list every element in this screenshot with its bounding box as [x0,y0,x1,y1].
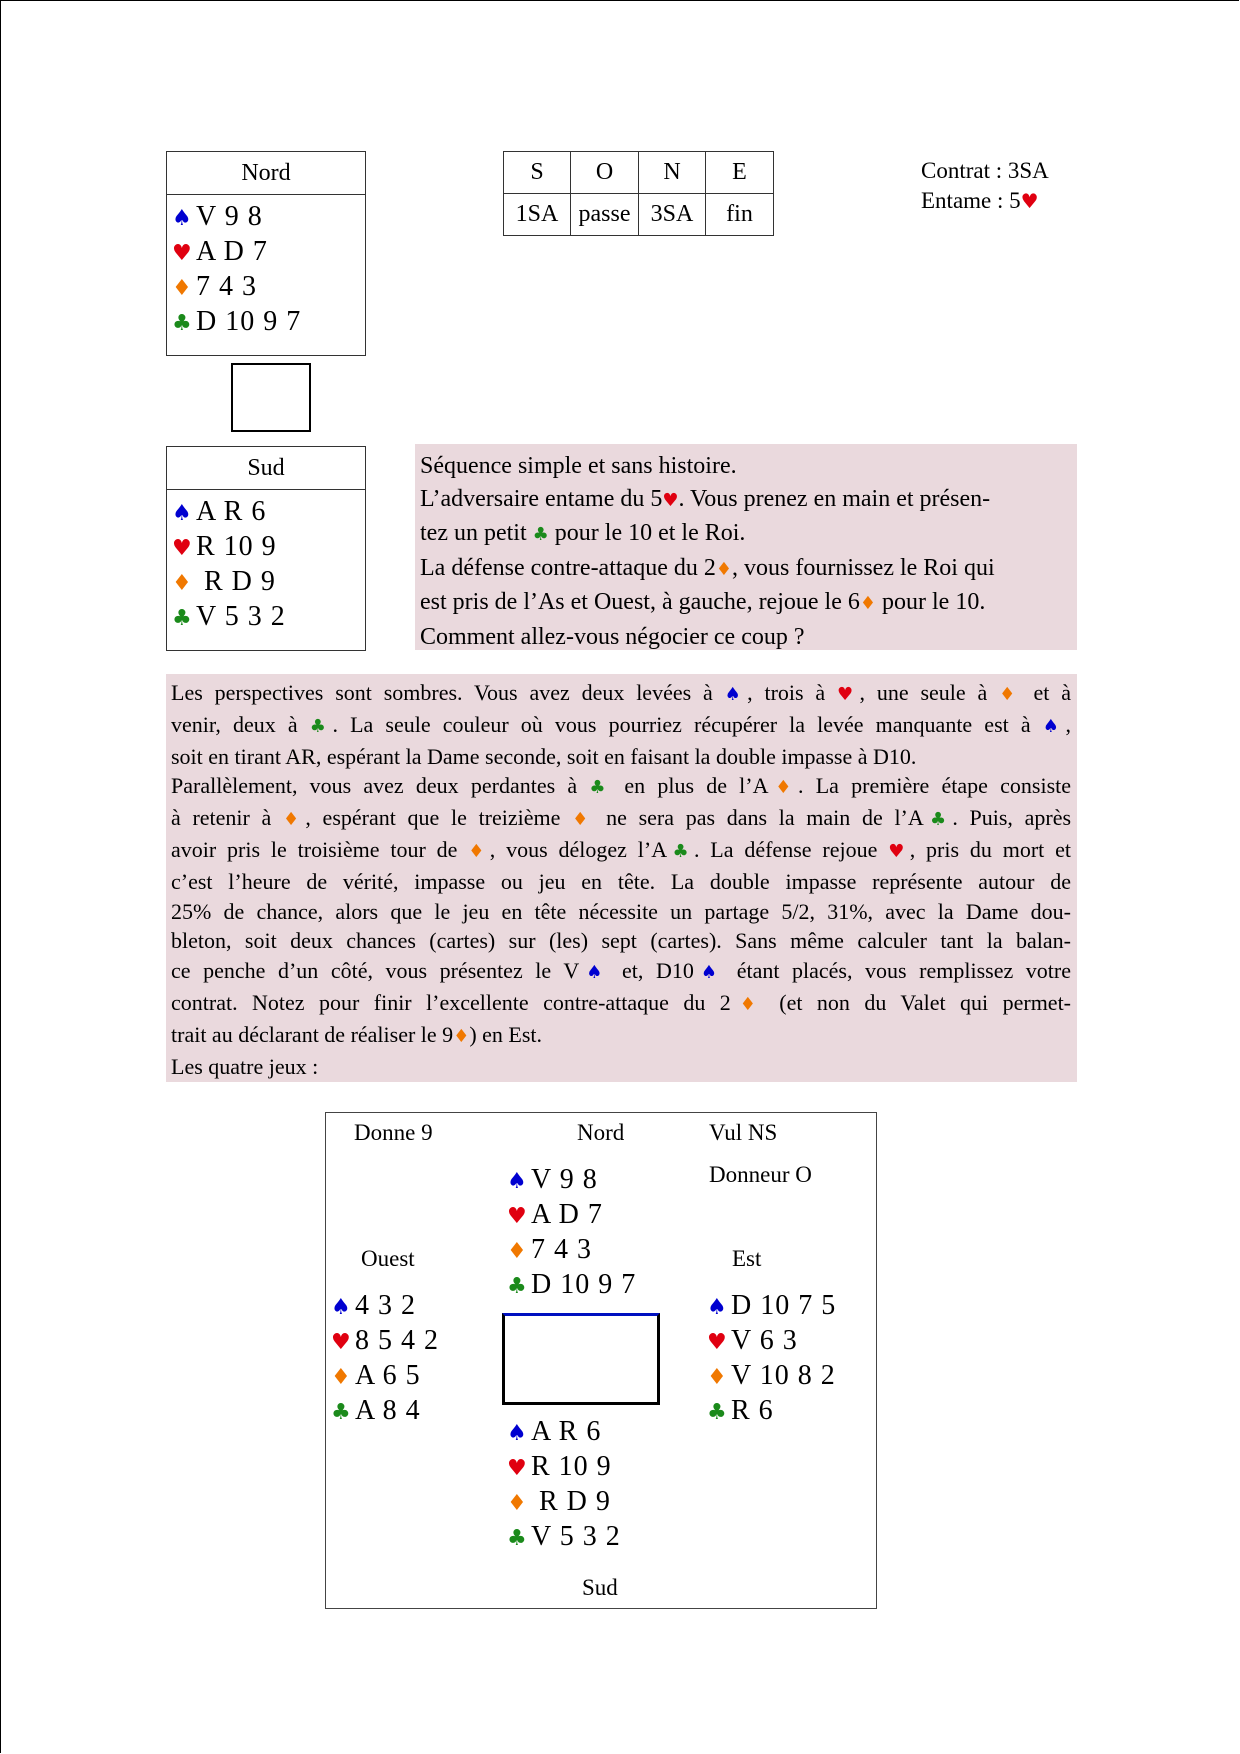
diamond-icon: ♦ [572,809,595,831]
bidding-table [503,151,774,236]
answer-line: c’est l’heure de vérité, impasse ou jeu en tête. La double impasse représente autour de [171,868,1071,894]
club-icon: ♣ [667,840,694,862]
answer-line: 25% de chance, alors que le jeu en tête nécessite un partage 5/2, 31%, avec la Dame dou- [171,898,1071,924]
diamond-icon: ♦ [453,1025,470,1047]
deal-east-hearts: V 6 3 [731,1325,798,1356]
deal-west-spades-line [331,1288,439,1323]
south-spades-line [172,494,365,529]
deal-west-hand [331,1288,439,1428]
south-clubs-line [172,599,365,634]
deal-east-hearts-line [707,1323,836,1358]
dealer-label: Donneur O [709,1162,812,1187]
diamond-icon: ♦ [715,558,732,580]
spade-icon: ♠ [579,962,610,984]
deal-south-hand [507,1414,621,1554]
question-line: La défense contre-attaque du 2♦, vous fournissez le Roi qui [420,554,995,581]
deal-east-hand [707,1288,836,1428]
deal-east-spades: D 10 7 5 [731,1290,837,1321]
answer-line: Parallèlement, vous avez deux perdantes à ♣ en plus de l’A♦. La première étape consiste [171,773,1072,799]
answer-line: avoir pris le troisième tour de ♦, vous délogez l’A♣. La défense rejoue ♥, pris du mort et [171,836,1072,862]
deal-west-clubs: A 8 4 [355,1395,421,1426]
diamond-icon: ♦ [999,684,1022,705]
vul-label: Vul NS [709,1120,778,1145]
bid-header-s: S [504,152,571,194]
club-icon: ♣ [172,311,193,336]
deal-west-diamonds: A 6 5 [355,1360,421,1391]
contract-line: Contrat : 3SA [921,158,1049,183]
deal-north-clubs-line [507,1267,636,1302]
deal-south-diamonds-line [507,1484,621,1519]
south-hearts-line [172,529,365,564]
deal-north-spades-line [507,1162,636,1197]
deal-north-hand [507,1162,636,1302]
diamond-icon: ♦ [707,1365,728,1390]
north-spades: V 9 8 [196,201,263,232]
answer-line: Les perspectives sont sombres. Vous avez deux levées à ♠, trois à ♥, une seule à ♦ et à [171,680,1071,705]
heart-icon: ♥ [172,536,193,561]
bid-s: 1SA [504,194,571,236]
deal-south-spades: A R 6 [531,1416,602,1447]
club-icon: ♣ [707,1400,728,1425]
answer-line: soit en tirant AR, espérant la Dame seconde, soit en faisant la double impasse à D10. [171,743,917,769]
diamond-icon: ♦ [507,1491,528,1516]
club-icon: ♣ [331,1400,352,1425]
diamond-icon: ♦ [331,1365,352,1390]
deal-east-clubs-line [707,1393,836,1428]
north-clubs-line [172,304,365,339]
diamond-icon: ♦ [172,571,193,596]
answer-line: à retenir à ♦, espérant que le treizième ♦ ne sera pas dans la main de l’A♣. Puis, après [171,805,1072,831]
deal-south-hearts-line [507,1449,621,1484]
answer-line: contrat. Notez pour finir l’excellente contre-attaque du 2♦ (et non du Valet qui permet- [171,989,1072,1015]
spade-icon: ♠ [507,1169,528,1194]
north-hand-title: Nord [167,152,365,195]
bid-n: 3SA [639,194,706,236]
club-icon: ♣ [589,777,613,799]
north-hearts: A D 7 [196,236,268,267]
deal-north-diamonds: 7 4 3 [531,1234,592,1265]
spade-icon: ♠ [507,1421,528,1446]
north-hand-box [166,151,366,356]
heart-icon: ♥ [331,1330,352,1355]
club-icon: ♣ [923,809,953,831]
deal-west-hearts-line [331,1323,439,1358]
question-box [415,444,1077,650]
answer-box [166,674,1077,1082]
deal-south-hearts: R 10 9 [531,1451,612,1482]
spade-icon: ♠ [724,684,748,705]
diamond-icon: ♦ [768,777,799,799]
diamond-icon: ♦ [468,840,490,862]
spade-icon: ♠ [172,501,193,526]
club-icon: ♣ [532,524,549,545]
bid-header-n: N [639,152,706,194]
diamond-icon: ♦ [507,1239,528,1264]
deal-south-clubs-line [507,1519,621,1554]
deal-east-label: Est [732,1246,762,1271]
question-line: L’adversaire entame du 5♥. Vous prenez en main et présen- [420,485,991,512]
deal-east-spades-line [707,1288,836,1323]
deal-west-spades: 4 3 2 [355,1290,416,1321]
north-diamonds: 7 4 3 [196,271,257,302]
south-spades: A R 6 [196,496,267,527]
deal-north-spades: V 9 8 [531,1164,598,1195]
south-diamonds-line [172,564,365,599]
deal-south-spades-line [507,1414,621,1449]
south-diamonds: R D 9 [196,566,276,597]
heart-icon: ♥ [662,489,679,511]
deal-label: Donne 9 [354,1120,433,1145]
north-clubs: D 10 9 7 [196,306,302,337]
contract-info [921,156,1049,216]
bid-o: passe [571,194,639,236]
south-hearts: R 10 9 [196,531,277,562]
deal-west-label: Ouest [361,1246,415,1271]
question-line: est pris de l’As et Ouest, à gauche, rejoue le 6♦ pour le 10. [420,589,986,615]
answer-line: bleton, soit deux chances (cartes) sur (les) sept (cartes). Sans même calculer tant la balan- [171,928,1071,954]
club-icon: ♣ [309,715,333,737]
club-icon: ♣ [507,1274,528,1299]
heart-icon: ♥ [172,241,193,266]
bidding-header-row [504,152,774,194]
deal-north-label: Nord [577,1120,625,1145]
heart-icon: ♥ [1020,189,1039,213]
spade-icon: ♠ [172,206,193,231]
north-spades-line [172,199,365,234]
north-hearts-line [172,234,365,269]
heart-icon: ♥ [707,1330,728,1355]
answer-line: Les quatre jeux : [171,1053,319,1079]
deal-west-hearts: 8 5 4 2 [355,1325,439,1356]
south-hand-box [166,446,366,651]
spade-icon: ♠ [693,962,725,984]
club-icon: ♣ [507,1526,528,1551]
deal-table-square [502,1313,660,1405]
deal-west-clubs-line [331,1393,439,1428]
deal-south-label: Sud [582,1575,618,1600]
diamond-icon: ♦ [283,809,306,831]
spade-icon: ♠ [1042,715,1066,737]
question-line: Séquence simple et sans histoire. [420,453,737,479]
diamond-icon: ♦ [859,593,876,614]
lead-line [921,186,1049,216]
deal-east-clubs: R 6 [731,1395,774,1426]
deal-north-clubs: D 10 9 7 [531,1269,637,1300]
deal-east-diamonds: V 10 8 2 [731,1360,836,1391]
answer-line: ce penche d’un côté, vous présentez le V♠ et, D10♠ étant placés, vous remplissez votre [171,958,1072,984]
answer-line: venir, deux à ♣. La seule couleur où vous pourriez récupérer la levée manquante est à ♠, [171,711,1072,737]
diamond-icon: ♦ [172,276,193,301]
deal-west-diamonds-line [331,1358,439,1393]
diamond-icon: ♦ [730,993,765,1015]
question-line: tez un petit ♣ pour le 10 et le Roi. [420,520,746,546]
spade-icon: ♠ [331,1295,352,1320]
answer-line: trait au déclarant de réaliser le 9♦) en Est. [171,1021,543,1047]
south-hand-title: Sud [167,447,365,490]
table-square [231,363,311,432]
deal-north-diamonds-line [507,1232,636,1267]
heart-icon: ♥ [837,684,860,705]
bid-header-o: O [571,152,639,194]
heart-icon: ♥ [888,840,910,862]
club-icon: ♣ [172,606,193,631]
bid-header-e: E [706,152,774,194]
lead-prefix: Entame : 5 [921,188,1021,213]
question-line: Comment allez-vous négocier ce coup ? [420,623,805,650]
deal-east-diamonds-line [707,1358,836,1393]
bid-e: fin [706,194,774,236]
deal-south-clubs: V 5 3 2 [531,1521,621,1552]
deal-north-hearts: A D 7 [531,1199,603,1230]
heart-icon: ♥ [507,1456,528,1481]
bidding-row [504,194,774,236]
north-diamonds-line [172,269,365,304]
south-clubs: V 5 3 2 [196,601,286,632]
spade-icon: ♠ [707,1295,728,1320]
heart-icon: ♥ [507,1204,528,1229]
deal-south-diamonds: R D 9 [531,1486,611,1517]
deal-north-hearts-line [507,1197,636,1232]
